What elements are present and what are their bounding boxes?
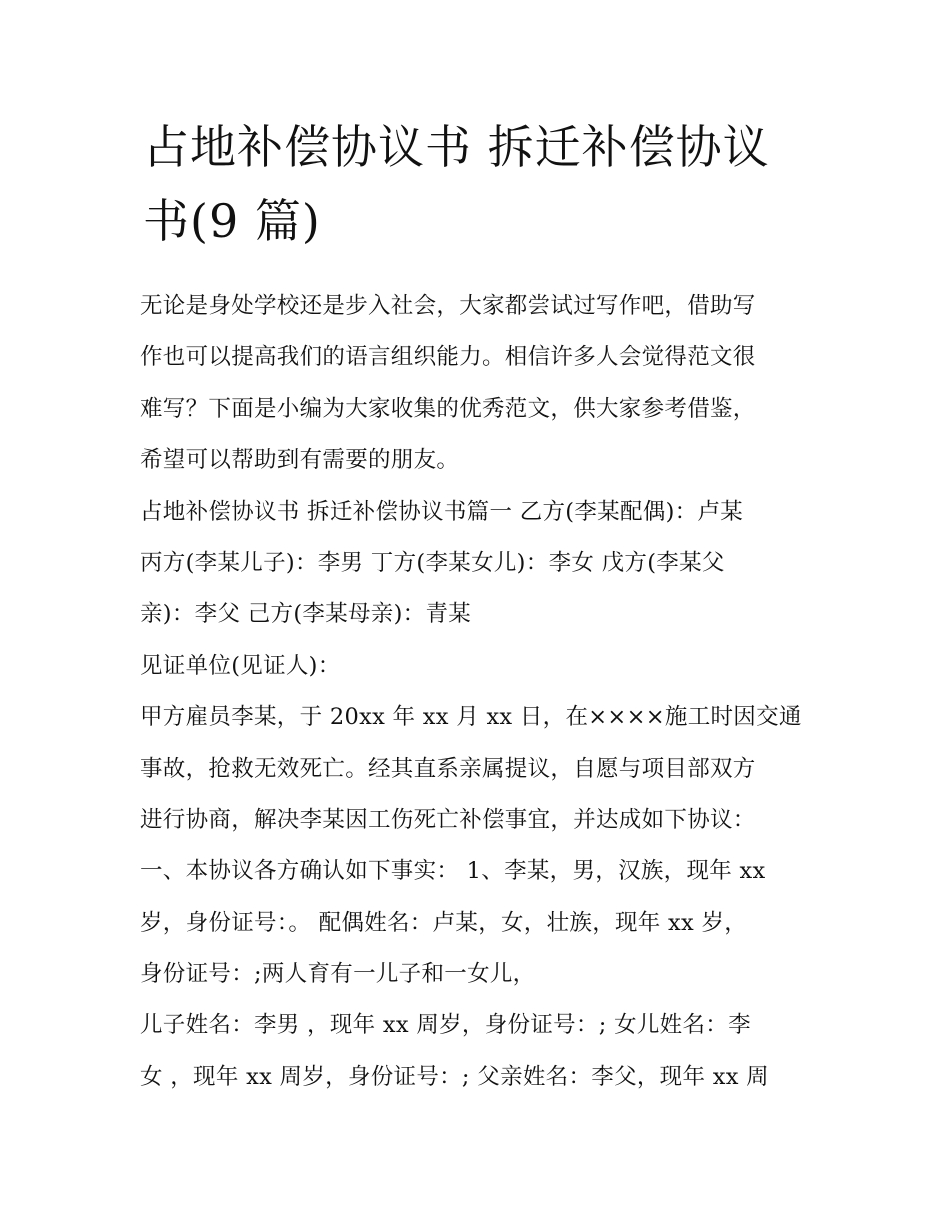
- text-line: 见证单位(见证人)：: [140, 652, 341, 679]
- text-line: 事故，抢救无效死亡。经其直系亲属提议，自愿与项目部双方: [140, 755, 756, 782]
- text-line: 占地补偿协议书 拆迁补偿协议书篇一 乙方(李某配偶)：卢某: [140, 498, 744, 525]
- text-line: 甲方雇员李某，于 20xx 年 xx 月 xx 日，在××××施工时因交通: [140, 704, 802, 731]
- text-line: 女 ，现年 xx 周岁，身份证号：; 父亲姓名：李父，现年 xx 周: [140, 1063, 769, 1090]
- text-line: 进行协商，解决李某因工伤死亡补偿事宜，并达成如下协议：: [140, 806, 756, 833]
- text-line: 岁，身份证号：。 配偶姓名：卢某，女，壮族，现年 xx 岁，: [140, 909, 748, 936]
- text-line: 儿子姓名：李男 ，现年 xx 周岁，身份证号：; 女儿姓名：李: [140, 1012, 751, 1039]
- text-line: 身份证号：;两人育有一儿子和一女儿，: [140, 961, 536, 988]
- text-line: 希望可以帮助到有需要的朋友。: [140, 447, 460, 474]
- title-line: 书(9 篇): [143, 194, 321, 248]
- text-line: 作也可以提高我们的语言组织能力。相信许多人会觉得范文很: [140, 344, 756, 371]
- document-body: [140, 281, 815, 1103]
- text-line: 一、本协议各方确认如下事实： 1、李某，男，汉族，现年 xx: [140, 858, 766, 885]
- document-title: [143, 110, 823, 258]
- text-line: 亲)：李父 己方(李某母亲)：青某: [140, 601, 472, 628]
- text-line: 无论是身处学校还是步入社会，大家都尝试过写作吧，借助写: [140, 293, 756, 319]
- text-line: 难写？下面是小编为大家收集的优秀范文，供大家参考借鉴，: [140, 395, 756, 422]
- title-line: 占地补偿协议书 拆迁补偿协议: [143, 120, 770, 174]
- text-line: 丙方(李某儿子)：李男 丁方(李某女儿)：李女 戊方(李某父: [140, 549, 725, 576]
